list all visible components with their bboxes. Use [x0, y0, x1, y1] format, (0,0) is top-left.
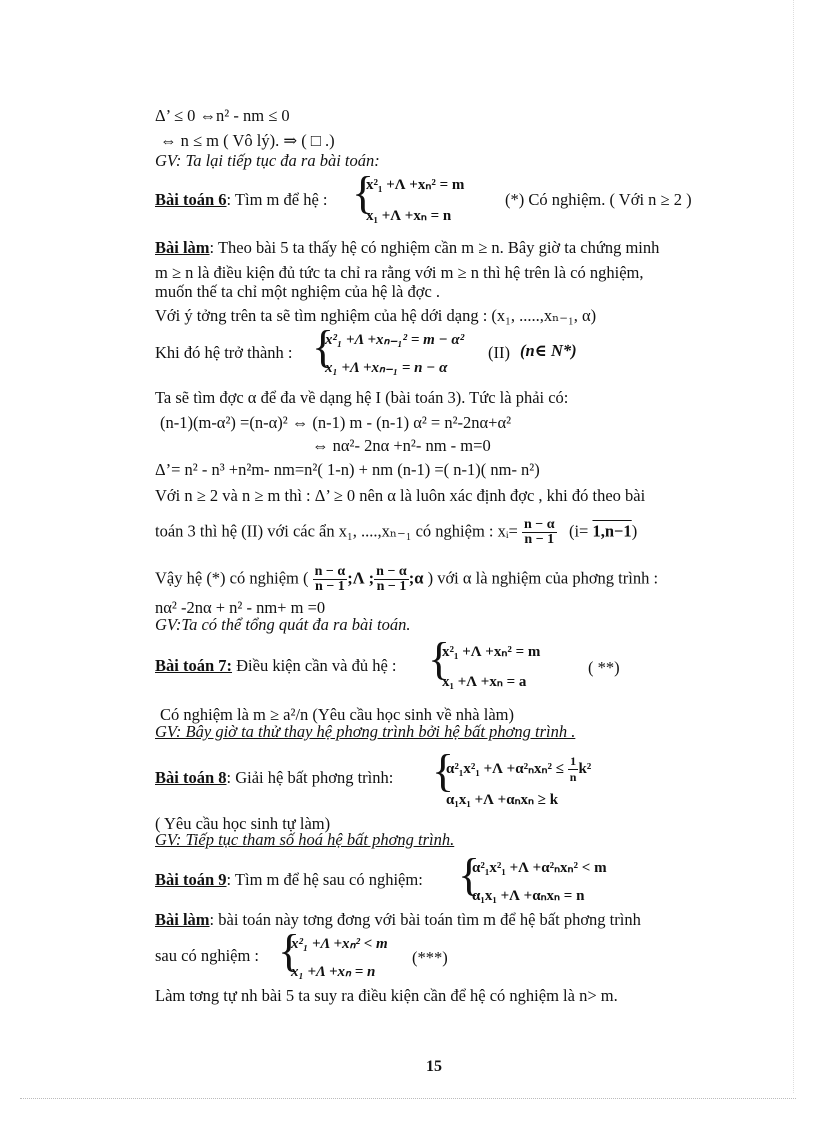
- system-7-eq1: x²₁ +Λ +xₙ² = m: [442, 644, 541, 660]
- system-8-eq2: α₁x₁ +Λ +αₙxₙ ≥ k: [446, 792, 559, 808]
- solution-2-line-1: [155, 912, 641, 929]
- line-eq1: (n-1)(m-α²) =(n-α)² ⇔ (n-1) m - (n-1) α² = n²-2nα+α²: [160, 413, 512, 432]
- problem-7: [155, 658, 397, 675]
- fraction-v1-num: n − α: [314, 564, 346, 579]
- gv-note-4: GV: Tiếp tục tham số hoá hệ bất phơng trình.: [155, 830, 455, 849]
- problem-6-title: Bài toán 6: [155, 190, 227, 209]
- system-9-eq1: α²₁x²₁ +Λ +α²ₙxₙ² < m: [472, 860, 607, 876]
- problem-7-after: ( **): [588, 658, 620, 677]
- problem-7-line-2: Có nghiệm là m ≥ a²/n (Yêu cầu học sinh về nhà làm): [160, 705, 514, 724]
- problem-9: [155, 872, 423, 889]
- solution-line-2: m ≥ n là điều kiện đủ tức ta chỉ ra rằng với m ≥ n thì hệ trên là có nghiệm,: [155, 263, 644, 282]
- solution-2-title: Bài làm: [155, 910, 210, 929]
- page-edge-dotted: [793, 0, 794, 1093]
- solution-2-text-1: : bài toán này tơng đơng với bài toán tìm m để hệ bất phơng trình: [209, 910, 641, 929]
- gv-note-2: GV:Ta có thể tổng quát đa ra bài toán.: [155, 615, 411, 634]
- problem-8-title: Bài toán 8: [155, 768, 227, 787]
- fraction-1-n-den: n: [569, 770, 577, 784]
- system-8-eq1: [446, 754, 591, 785]
- system-8-eq1-end: k²: [578, 760, 592, 777]
- line-delta-cond: Δ’ ≤ 0 ⇔n² - nm ≤ 0: [155, 106, 290, 125]
- line-toan3: toán 3 thì hệ (II) với các ẩn x₁, ....,xₙ₋₁ có nghiệm : xᵢ= $\frac{n - \alpha}{n - 1}$ (i= 1,n−1): [155, 517, 638, 547]
- problem-8-line-2: ( Yêu cầu học sinh tự làm): [155, 814, 331, 833]
- gv-note-3: GV: Bây giờ ta thử thay hệ phơng trình bởi hệ bất phơng trình .: [155, 722, 576, 741]
- system-2-eq2: x₁ +Λ +xₙ₋₁ = n − α: [325, 360, 448, 376]
- fraction-1-n: [568, 754, 579, 785]
- system-10-eq2: x₁ +Λ +xₙ = n: [291, 964, 376, 980]
- index-range: 1,n−1: [592, 521, 632, 541]
- system-2-eq1: x²₁ +Λ +xₙ₋₁² = m − α²: [325, 332, 465, 348]
- problem-9-text: : Tìm m để hệ sau có nghiệm:: [226, 870, 423, 889]
- brace-10: {: [278, 925, 301, 976]
- solution-2-line-2: sau có nghiệm :: [155, 946, 260, 965]
- line-eq2: ⇔ nα²- 2nα +n²- nm - m=0: [312, 436, 491, 455]
- line-tase: Ta sẽ tìm đợc α để đa về dạng hệ I (bài toán 3). Tức là phải có:: [155, 388, 569, 407]
- brace-9: {: [458, 849, 481, 900]
- system-7-eq2: x₁ +Λ +xₙ = a: [442, 674, 527, 690]
- line-vay-b: ) với α là nghiệm của phơng trình :: [427, 568, 659, 588]
- problem-7-text: Điều kiện cần và đủ hệ :: [232, 656, 397, 675]
- problem-7-title: Bài toán 7:: [155, 656, 233, 675]
- line-toan3-i: (i=: [568, 521, 589, 541]
- fraction-v2: [374, 565, 409, 594]
- solution-title: Bài làm: [155, 238, 210, 257]
- solution-line-3: muốn thế ta chỉ một nghiệm của hệ là đợc .: [155, 282, 441, 301]
- fraction-xi: [522, 518, 557, 547]
- system-6-eq2: x₁ +Λ +xₙ = n: [366, 208, 452, 224]
- brace-7: {: [428, 633, 451, 684]
- problem-6-text: : Tìm m để hệ :: [226, 190, 328, 209]
- fraction-sep: ;Λ ;: [347, 568, 375, 588]
- system-10-label: (***): [412, 948, 448, 967]
- brace-6: {: [352, 167, 375, 218]
- line-toan3-text: toán 3 thì hệ (II) với các ẩn x₁, ....,xₙ₋₁ có nghiệm : xᵢ=: [155, 521, 518, 541]
- fraction-end: ;α: [408, 568, 424, 588]
- line-delta: Δ’= n² - n³ +n²m- nm=n²( 1-n) + nm (n-1) =( n-1)( nm- n²): [155, 460, 540, 479]
- last-line: Làm tơng tự nh bài 5 ta suy ra điều kiện cần để hệ có nghiệm là n> m.: [155, 986, 618, 1005]
- system-8-eq1-lhs: α²₁x²₁ +Λ +α²ₙxₙ² ≤: [446, 760, 565, 777]
- khido-line: Khi đó hệ trở thành :: [155, 343, 293, 362]
- line-vay-a: Vậy hệ (*) có nghiệm (: [155, 568, 309, 588]
- footer-dotted-line: [20, 1098, 796, 1099]
- system-2-label: (II): [488, 343, 510, 362]
- system-6-eq1: x²₁ +Λ +xₙ² = m: [366, 177, 465, 193]
- fraction-v1: [313, 565, 348, 594]
- brace-2: {: [312, 321, 335, 372]
- fraction-xi-den: n − 1: [524, 532, 555, 547]
- line-pt: nα² -2nα + n² - nm+ m =0: [155, 598, 326, 617]
- page-number: 15: [426, 1058, 442, 1075]
- solution-line-1: [155, 240, 659, 257]
- idea-line: Với ý tởng trên ta sẽ tìm nghiệm của hệ dới dạng : (x₁, .....,xₙ₋₁, α): [155, 306, 597, 325]
- problem-8-text: : Giải hệ bất phơng trình:: [226, 768, 394, 787]
- system-10-eq1: x²₁ +Λ +xₙ² < m: [291, 936, 388, 952]
- brace-8: {: [432, 745, 455, 796]
- gv-note-1: GV: Ta lại tiếp tục đa ra bài toán:: [155, 151, 380, 170]
- problem-6-after: (*) Có nghiệm. ( Với n ≥ 2 ): [505, 190, 692, 209]
- fraction-1-n-num: 1: [568, 754, 579, 770]
- problem-9-title: Bài toán 9: [155, 870, 227, 889]
- line-contradiction: ⇔ n ≤ m ( Vô lý). ⇒ ( □ .): [160, 131, 335, 150]
- system-2-cond: (n∈ N*): [520, 341, 577, 360]
- fraction-v2-num: n − α: [376, 564, 407, 579]
- problem-6: [155, 192, 328, 209]
- system-9-eq2: α₁x₁ +Λ +αₙxₙ = n: [472, 888, 585, 904]
- problem-8: [155, 770, 393, 787]
- fraction-v2-den: n − 1: [376, 579, 407, 594]
- line-voi: Với n ≥ 2 và n ≥ m thì : Δ’ ≥ 0 nên α là luôn xác định đợc , khi đó theo bài: [155, 486, 646, 505]
- line-vay: [155, 565, 658, 594]
- fraction-xi-num: n − α: [524, 517, 555, 532]
- solution-text-1: : Theo bài 5 ta thấy hệ có nghiệm cần m ≥ n. Bây giờ ta chứng minh: [209, 238, 660, 257]
- fraction-v1-den: n − 1: [315, 579, 345, 594]
